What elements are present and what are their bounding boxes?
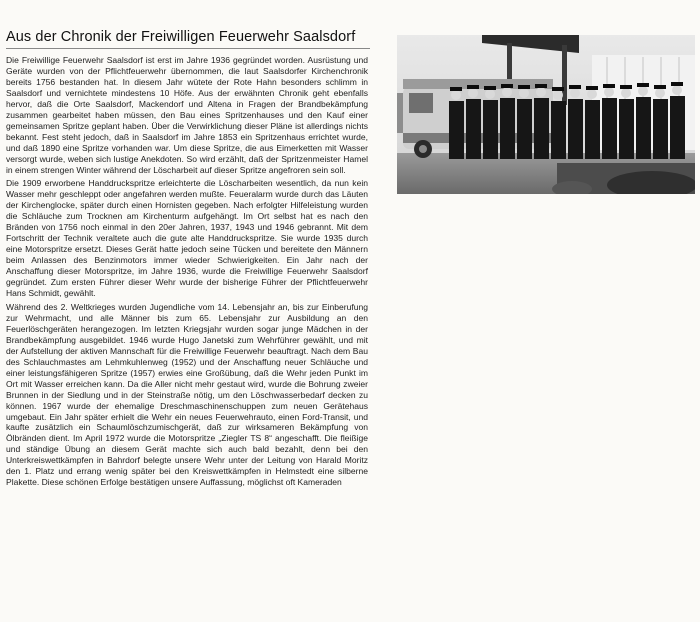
- photo-illustration: [397, 35, 695, 194]
- paragraph-1: Die Freiwillige Feuerwehr Saalsdorf ist erst im Jahre 1936 gegründet worden. Ausrüstung und Geräte wurden von der Pflichtfeuerwehr übernommen, die laut Saalsdorfer Kirchenchronik bereits 1756 bestanden hat. In diesem Jahr wütete der Rote Hahn besonders schlimm in Saalsdorf und vernichtete mindestens 10 Höfe. Aus der erwähnten Chronik geht ebenfalls hervor, daß die Orte Saalsdorf, Mackendorf und Altena in Fragen der Brandbekämpfung zusammen gearbeitet haben müssen, den Bau eines Spritzenhauses und den Kauf einer gemeinsamen Spritze geplant haben. Über die Verwirklichung dieser Pläne ist allerdings nichts bekannt. Fest steht jedoch, daß in Saalsdorf im Jahre 1853 ein Spritzenhaus errichtet wurde, und daß 1890 eine Spritze vorhanden war. Um diese Spritze, die aus Eimerketten mit Wasser versorgt wurde, weben sich lustige Anekdoten. So wird erzählt, daß der Spritzenmeister Hamel in einem strengen Winter während der Löscharbeit auf dieser Spritze angefroren sein soll.: [6, 55, 368, 175]
- paragraph-3: Während des 2. Weltkrieges wurden Jugendliche vom 14. Lebensjahr an, bis zur Einberufung zur Wehrmacht, und alle Männer bis zum 65. Lebensjahr zur Ausbildung an den Feuerlöschgeräten herangezogen. Im letzten Kriegsjahr wurden sogar junge Mädchen in der Brandbekämpfung ausgebildet. 1946 wurde Hugo Janetski zum Wehrführer gewählt, und mit der Aufstellung der aktiven Mannschaft für die Freiwillige Feuerwehr beauftragt. Nach dem Bau des Schlauchmastes am Lehmkuhlenweg (1952) und der Anschaffung neuer Schläuche und einer leistungsfähigeren Spritze (1957) erwies eine Großübung, daß die Wehr jeden Punkt im Ort mit Wasser erreichen kann. Da die Aller nicht mehr gestaut wird, wurde die Bohrung zweier Brunnen in der Siedlung und in der Steinstraße nötig, um den Löschwasserbedarf decken zu können. 1967 wurde der ehemalige Dreschmaschinenschuppen zum neuen Gerätehaus umgebaut. Ein Jahr später erhielt die Wehr ein neues Feuerwehrauto, einen Ford-Transit, und kaufte zusätzlich ein Schaumlöschzumischgerät, daß zur wirksameren Bekämpfung von Ölbränden dient. Im April 1972 wurde die Motorspritze „Ziegler TS 8“ angeschafft. Die fleißige und ständige Übung an diesem Gerät machte sich auch bald bezahlt, denn bei den Unterkreiswettkämpfen in Bahrdorf belegte unsere Wehr unter der Leitung von Harald Moritz den 1. Platz und errang wenig später bei den Kreiswettkämpfen in Helmstedt eine silberne Plakette. Diese schönen Erfolge bestätigen unsere Auffassung, möglichst oft Kameraden: [6, 301, 368, 488]
- page-title: Aus der Chronik der Freiwilligen Feuerwehr Saalsdorf: [6, 29, 356, 45]
- title-rule: [6, 48, 370, 49]
- firefighters-group-photo: [397, 35, 695, 194]
- paragraph-2: Die 1909 erworbene Handdruckspritze erleichterte die Löscharbeiten wesentlich, da nun kein Wasser mehr geschleppt oder angefahren werden mußte. Feueralarm wurde durch das Läuten der Kirchenglocke, später durch einen Hornisten gegeben. Nach erfolgter Hilfeleistung wurden die Schläuche zum Trocknen am Kirchenturm aufgehängt. Im Ort selbst hat es nach den Bränden von 1756 noch einmal in den 20er Jahren, 1937, 1943 und 1946 gebrannt. Mit dem Fortschritt der Technik veraltete auch die gute alte Handdruckspritze. Sie wurde 1935 durch eine Motorspritze ersetzt. Dieses Gerät hatte jedoch seine Tücken und bereitete den Männern beim Anlassen des Benzinmotors immer wieder Schwierigkeiten. Ein Jahr nach der Anschaffung dieser Motorspritze, im Jahre 1936, wurde die Freiwillige Feuerwehr Saalsdorf gegründet. Zum ersten Führer dieser Wehr wurde der bisherige Führer der Pflichtfeuerwehr Hans Schmidt, gewählt.: [6, 178, 368, 299]
- article-body: [6, 55, 368, 491]
